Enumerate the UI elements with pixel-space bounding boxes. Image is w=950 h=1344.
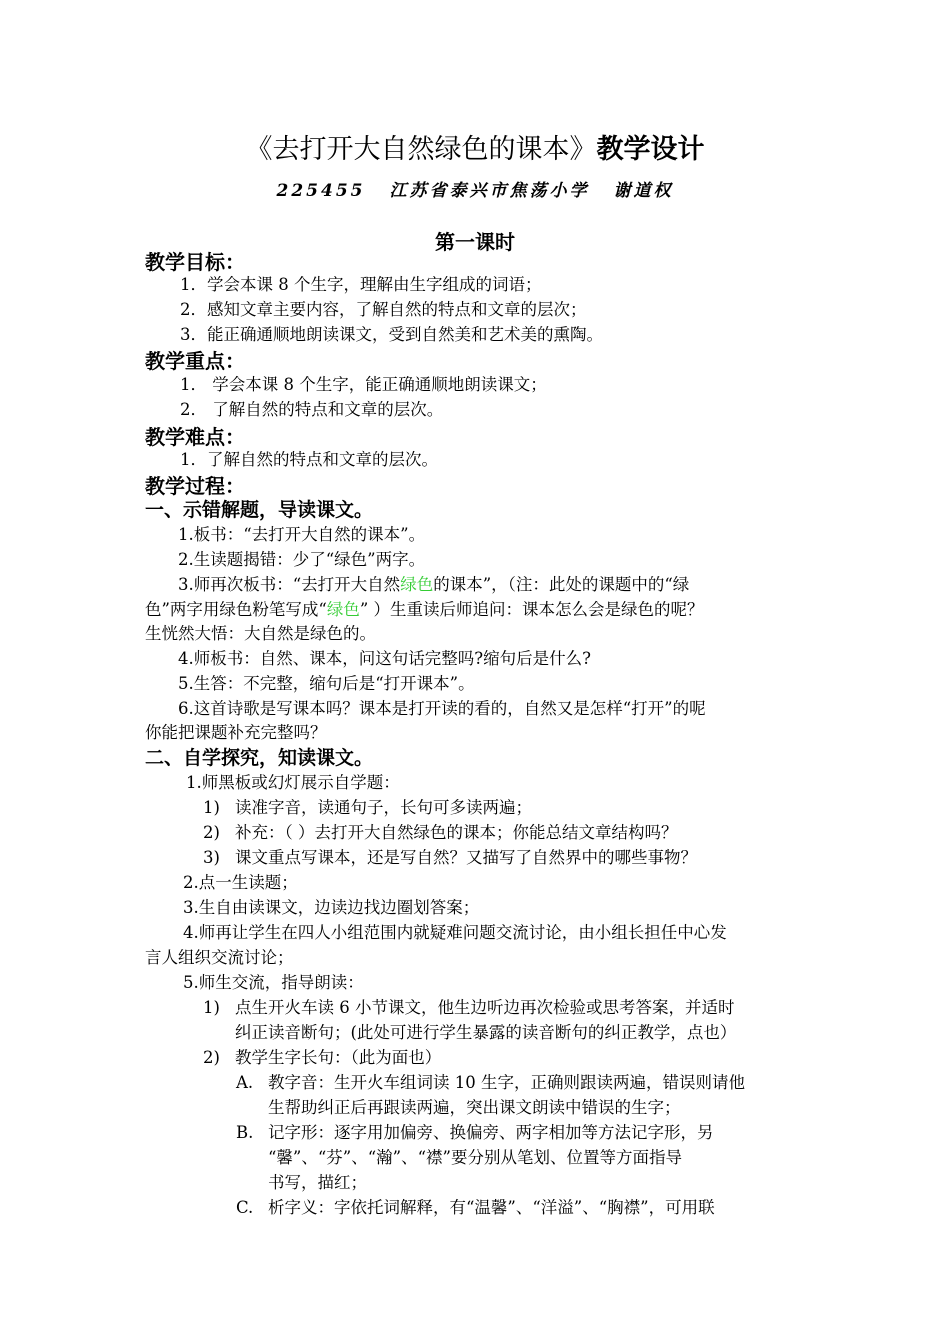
step-text: 5.生答：不完整，缩句后是“打开课本”。 <box>178 674 475 693</box>
title-main: 《去打开大自然绿色的课本》 <box>245 134 597 165</box>
list-number: 1) <box>203 798 220 817</box>
list-text: 教学生字长句：（此为面也） <box>235 1048 442 1067</box>
process-heading: 教学过程： <box>145 474 245 498</box>
list-text: 补充：（ ）去打开大自然绿色的课本；你能总结文章结构吗？ <box>235 823 678 842</box>
list-text: 点生开火车读 6 小节课文，他生边听边再次检验或思考答案，并适时 <box>235 998 735 1017</box>
step-text: 3.生自由读课文，边读边找边圈划答案； <box>183 898 480 917</box>
objectives-heading: 教学目标： <box>145 250 245 274</box>
step-text: 1.板书：“去打开大自然的课本”。 <box>178 525 426 544</box>
step-text: 5.师生交流，指导朗读： <box>183 973 364 992</box>
author-name: 谢道权 <box>613 181 674 201</box>
author-postcode: 225455 <box>276 181 366 201</box>
key-points-heading: 教学重点： <box>145 349 245 373</box>
difficulty-item: 1．了解自然的特点和文章的层次。 <box>180 450 438 469</box>
list-number: 1) <box>203 998 220 1017</box>
step-text: 你能把课题补充完整吗？ <box>145 723 327 742</box>
green-word: 绿色 <box>326 600 360 619</box>
objective-item: 3．能正确通顺地朗读课文，受到自然美和艺术美的熏陶。 <box>180 325 603 344</box>
section-heading: 二、自学探究，知读课文。 <box>145 747 374 769</box>
author-line <box>0 176 950 201</box>
step-text-part: ” ）生重读后师追问：课本怎么会是绿色的呢？ <box>359 600 704 619</box>
step-text-part: 色”两字用绿色粉笔写成“ <box>145 600 327 619</box>
title-suffix: 教学设计 <box>596 134 705 165</box>
list-text: “馨”、“芬”、“瀚”、“襟”要分别从笔划、位置等方面指导 <box>268 1148 682 1167</box>
list-letter: B. <box>236 1123 254 1142</box>
step-text: 2.生读题揭错：少了“绿色”两字。 <box>178 550 426 569</box>
list-letter: A. <box>236 1073 254 1092</box>
difficulties-heading: 教学难点： <box>145 425 245 449</box>
list-number: 3) <box>203 848 220 867</box>
list-text: 课文重点写课本，还是写自然？又描写了自然界中的哪些事物？ <box>235 848 697 867</box>
key-point-item: 1． 学会本课 8 个生字，能正确通顺地朗读课文； <box>180 375 547 394</box>
key-point-item: 2． 了解自然的特点和文章的层次。 <box>180 400 444 419</box>
list-letter: C. <box>236 1198 254 1217</box>
objective-item: 2．感知文章主要内容，了解自然的特点和文章的层次； <box>180 300 587 319</box>
list-text: 析字义：字依托词解释，有“温馨”、“洋溢”、“胸襟”，可用联 <box>268 1198 715 1217</box>
list-number: 2) <box>203 1048 220 1067</box>
step-text: 4.师再让学生在四人小组范围内就疑难问题交流讨论，由小组长担任中心发 <box>183 923 727 942</box>
lesson-heading: 第一课时 <box>435 230 515 254</box>
list-text: 记字形：逐字用加偏旁、换偏旁、两字相加等方法记字形，另 <box>268 1123 714 1142</box>
step-text: 2.点一生读题； <box>183 873 298 892</box>
step-text <box>145 598 704 622</box>
section-heading: 一、示错解题，导读课文。 <box>145 499 374 521</box>
list-text: 教字音：生开火车组词读 10 生字，正确则跟读两遍，错误则请他 <box>268 1073 745 1092</box>
list-text: 生帮助纠正后再跟读两遍，突出课文朗读中错误的生字； <box>268 1098 681 1117</box>
step-text: 4.师板书：自然、课本，问这句话完整吗?缩句后是什么? <box>178 649 591 668</box>
list-text: 读准字音，读通句子，长句可多读两遍； <box>235 798 532 817</box>
step-text-part: 3.师再次板书：“去打开大自然 <box>178 575 401 594</box>
step-text: 6.这首诗歌是写课本吗？课本是打开读的看的，自然又是怎样“打开”的呢 <box>178 699 706 718</box>
step-text: 生恍然大悟：大自然是绿色的。 <box>145 624 376 643</box>
document-title <box>0 132 950 168</box>
list-text: 书写，描红； <box>268 1173 367 1192</box>
step-text-part: 的课本”，（注：此处的课题中的“绿 <box>433 575 690 594</box>
objective-item: 1．学会本课 8 个生字，理解由生字组成的词语； <box>180 275 542 294</box>
step-text <box>178 573 689 597</box>
step-text: 1.师黑板或幻灯展示自学题： <box>186 773 400 792</box>
step-text: 言人组织交流讨论； <box>145 948 294 967</box>
list-number: 2) <box>203 823 220 842</box>
list-text: 纠正读音断句；(此处可进行学生暴露的读音断句的纠正教学，点也） <box>235 1023 737 1042</box>
author-school: 江苏省泰兴市焦荡小学 <box>389 181 590 201</box>
green-word: 绿色 <box>400 575 434 594</box>
